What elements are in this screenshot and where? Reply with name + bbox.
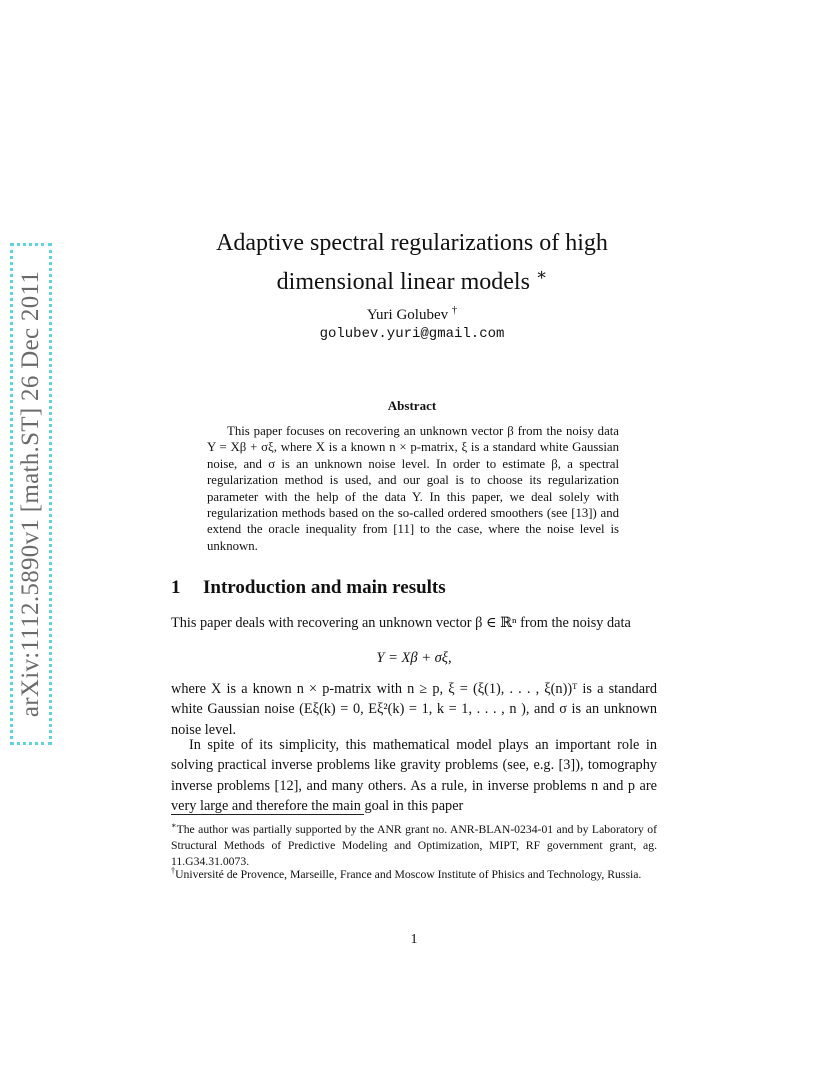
footnote-rule [171,814,364,815]
arxiv-identifier: arXiv:1112.5890v1 [math.ST] 26 Dec 2011 [17,270,44,718]
paragraph-1: This paper deals with recovering an unknown vector β ∈ ℝⁿ from the noisy data [171,615,631,631]
paper-title [150,228,674,298]
section-heading [171,577,446,599]
footnote-2 [171,863,657,883]
title-line-1: Adaptive spectral regularizations of high [216,230,608,256]
paragraph-2: where X is a known n × p-matrix with n ≥ p, ξ = (ξ(1), . . . , ξ(n))ᵀ is a standard white Gaussian noise (Eξ(k) = 0, Eξ²(k) = 1, k = 1, . . . , n ), and σ is an unknown noise level. [171,681,657,738]
footnote-1-mark: ∗ [171,821,177,830]
title-line-2-text: dimensional linear models [276,269,530,295]
model-equation: Y = Xβ + σξ, [376,650,452,666]
author-email: golubev.yuri@gmail.com [319,326,505,342]
title-line-2 [150,259,674,298]
abstract-heading: Abstract [387,398,437,413]
footnote-2-text: Université de Provence, Marseille, France and Moscow Institute of Phisics and Technology, Russia. [175,867,642,881]
footnote-1-text: The author was partially supported by the ANR grant no. ANR-BLAN-0234-01 and by Laboratory of Structural Methods of Predictive Modeling and Optimization, MIPT, RF government grant, ag. 11.G34.31.0073. [171,822,657,868]
abstract-text: This paper focuses on recovering an unknown vector β from the noisy data Y = Xβ + σξ, where X is a known n × p-matrix, ξ is a standard white Gaussian noise, and σ is an unknown noise level. In order to estimate β, a spectral regularization method is used, and our goal is to choose its regularization parameter with the help of the data Y. In this paper, we deal solely with regularization methods based on the so-called ordered smoothers (see [13]) and extend the oracle inequality from [11] to the case, where the noise level is unknown. [207,424,619,553]
arxiv-stamp [10,243,52,745]
author-footnote-mark: † [451,305,458,316]
section-title: Introduction and main results [203,577,446,598]
page-number: 1 [410,932,418,947]
footnote-2-mark: † [171,866,176,875]
paragraph-3: In spite of its simplicity, this mathematical model plays an important role in solving practical inverse problems like gravity problems (see, e.g. [3]), tomography inverse problems [12], and many others. As a rule, in inverse problems n and p are very large and therefore the main goal in this paper [171,737,657,815]
author-name [250,305,574,324]
section-number: 1 [171,577,181,598]
author-text: Yuri Golubev [366,307,449,323]
title-footnote-mark: ∗ [535,265,548,284]
